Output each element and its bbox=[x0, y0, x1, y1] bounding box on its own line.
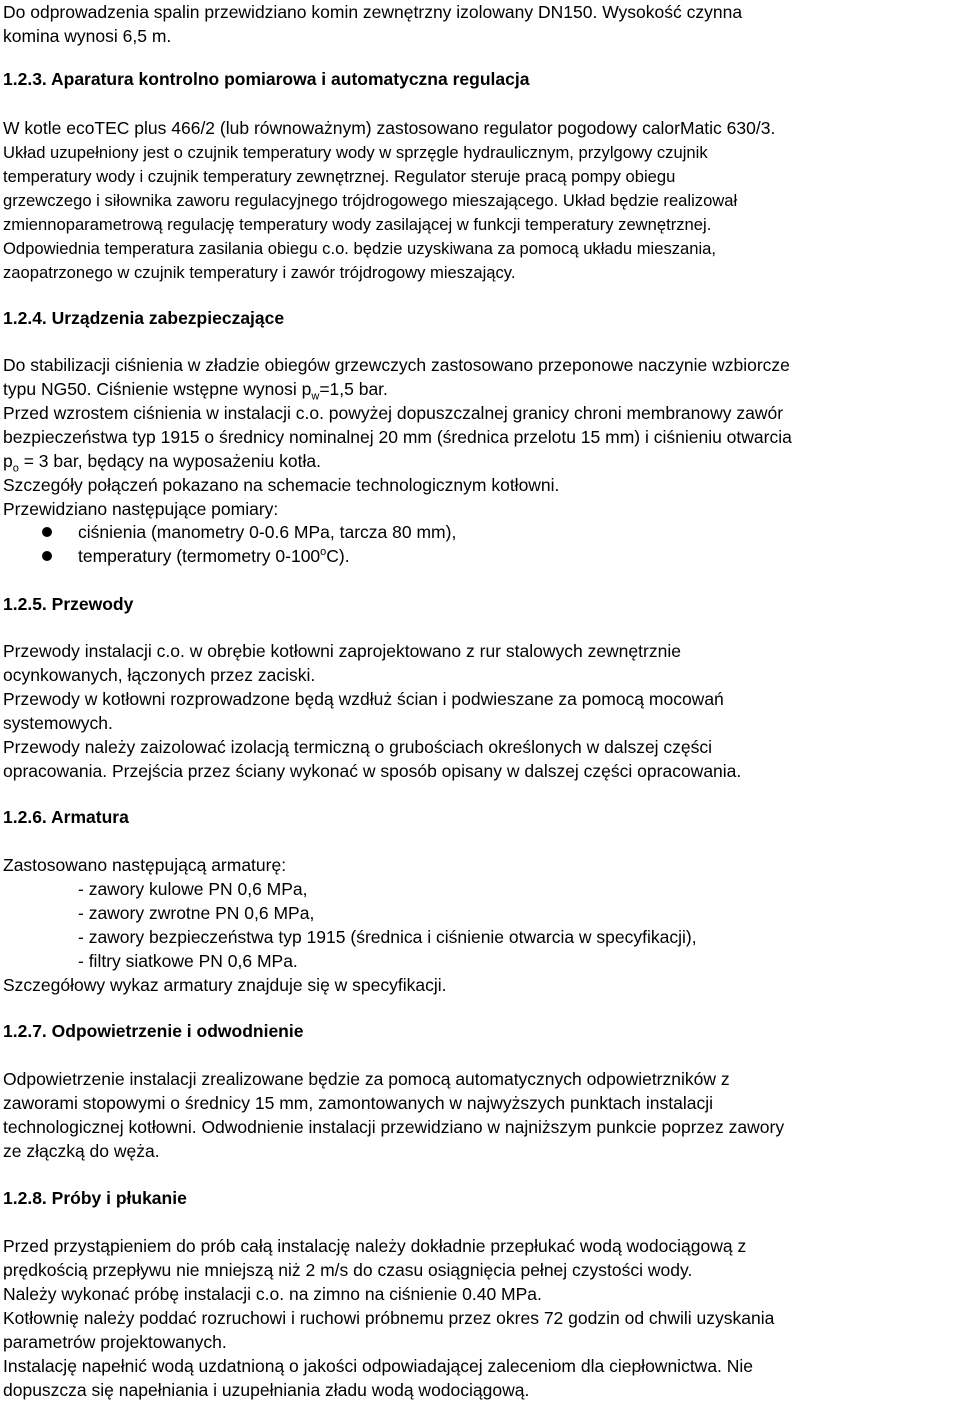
s124-line-2-tail: =1,5 bar. bbox=[319, 379, 388, 399]
s125-line-6: opracowania. Przejścia przez ściany wykonać w sposób opisany w dalszej części opracowania. bbox=[3, 761, 742, 781]
s128-line-4: Kotłownię należy poddać rozruchowi i ruchowi próbnemu przez okres 72 godzin od chwili uzyskania bbox=[3, 1308, 775, 1328]
bullet-dot-icon bbox=[42, 527, 52, 537]
s124-line-2 bbox=[3, 377, 388, 401]
s126-line-2: Szczegółowy wykaz armatury znajduje się w specyfikacji. bbox=[3, 975, 447, 995]
bullet-item-temperature bbox=[78, 544, 350, 568]
s124-line-7: Przewidziano następujące pomiary: bbox=[3, 499, 279, 519]
bullet-item-pressure: ciśnienia (manometry 0-0.6 MPa, tarcza 80 mm), bbox=[78, 522, 457, 542]
s128-line-7: dopuszcza się napełniania i uzupełniania zładu wodą wodociągową. bbox=[3, 1380, 530, 1400]
s124-line-2-text: typu NG50. Ciśnienie wstępne wynosi p bbox=[3, 379, 312, 399]
s126-line-1: Zastosowano następującą armaturę: bbox=[3, 855, 287, 875]
s123-line-3: temperatury wody i czujnik temperatury zewnętrznej. Regulator steruje pracą pompy obiegu bbox=[3, 167, 676, 186]
s127-line-4: ze złączką do węża. bbox=[3, 1141, 160, 1161]
fitting-item-safety-valves: - zawory bezpieczeństwa typ 1915 (średnica i ciśnienie otwarcia w specyfikacji), bbox=[78, 927, 697, 947]
s123-line-1: W kotle ecoTEC plus 466/2 (lub równoważnym) zastosowano regulator pogodowy calorMatic 630/3. bbox=[3, 118, 776, 138]
s128-line-5: parametrów projektowanych. bbox=[3, 1332, 227, 1352]
s123-line-7: zaopatrzonego w czujnik temperatury i zawór trójdrogowy mieszający. bbox=[3, 263, 516, 282]
s125-line-4: systemowych. bbox=[3, 713, 113, 733]
degree-superscript: o bbox=[320, 546, 327, 559]
fitting-item-check-valves: - zawory zwrotne PN 0,6 MPa, bbox=[78, 903, 315, 923]
s125-line-3: Przewody w kotłowni rozprowadzone będą wzdłuż ścian i podwieszane za pomocą mocowań bbox=[3, 689, 724, 709]
s124-line-1: Do stabilizacji ciśnienia w zładzie obiegów grzewczych zastosowano przeponowe naczynie wzbiorcze bbox=[3, 355, 790, 375]
bullet-item-temperature-text: temperatury (termometry 0-100 bbox=[78, 546, 321, 566]
s123-line-2: Układ uzupełniony jest o czujnik temperatury wody w sprzęgle hydraulicznym, przylgowy czujnik bbox=[3, 143, 708, 162]
s124-line-5-tail: = 3 bar, będący na wyposażeniu kotła. bbox=[18, 451, 321, 471]
section-heading-1-2-7: 1.2.7. Odpowietrzenie i odwodnienie bbox=[3, 1021, 304, 1041]
pressure-subscript-w: w bbox=[311, 390, 320, 403]
intro-line-1: Do odprowadzenia spalin przewidziano komin zewnętrzny izolowany DN150. Wysokość czynna bbox=[3, 2, 743, 22]
s125-line-1: Przewody instalacji c.o. w obrębie kotłowni zaprojektowano z rur stalowych zewnętrznie bbox=[3, 641, 681, 661]
intro-line-2: komina wynosi 6,5 m. bbox=[3, 26, 172, 46]
section-heading-1-2-4: 1.2.4. Urządzenia zabezpieczające bbox=[3, 308, 285, 328]
s125-line-2: ocynkowanych, łączonych przez zaciski. bbox=[3, 665, 316, 685]
s123-line-6: Odpowiednia temperatura zasilania obiegu c.o. będzie uzyskiwana za pomocą układu mieszania, bbox=[3, 239, 717, 258]
section-heading-1-2-8: 1.2.8. Próby i płukanie bbox=[3, 1188, 187, 1208]
s127-line-2: zaworami stopowymi o średnicy 15 mm, zamontowanych w najwyższych punktach instalacji bbox=[3, 1093, 713, 1113]
s124-line-3: Przed wzrostem ciśnienia w instalacji c.o. powyżej dopuszczalnej granicy chroni membranowy zawór bbox=[3, 403, 784, 423]
s128-line-3: Należy wykonać próbę instalacji c.o. na zimno na ciśnienie 0.40 MPa. bbox=[3, 1284, 542, 1304]
s125-line-5: Przewody należy zaizolować izolacją termiczną o grubościach określonych w dalszej części bbox=[3, 737, 713, 757]
s128-line-1: Przed przystąpieniem do prób całą instalację należy dokładnie przepłukać wodą wodociągową z bbox=[3, 1236, 747, 1256]
s128-line-2: prędkością przepływu nie mniejszą niż 2 m/s do czasu osiągnięcia pełnej czystości wody. bbox=[3, 1260, 693, 1280]
s128-line-6: Instalację napełnić wodą uzdatnioną o jakości odpowiadającej zaleceniom dla ciepłownictwa. Nie bbox=[3, 1356, 754, 1376]
s124-line-6: Szczegóły połączeń pokazano na schemacie technologicznym kotłowni. bbox=[3, 475, 560, 495]
section-heading-1-2-3: 1.2.3. Aparatura kontrolno pomiarowa i automatyczna regulacja bbox=[3, 69, 530, 89]
s123-line-5: zmiennoparametrową regulację temperatury wody zasilającej w funkcji temperatury zewnętrznej. bbox=[3, 215, 712, 234]
section-heading-1-2-6: 1.2.6. Armatura bbox=[3, 807, 129, 827]
s124-line-4: bezpieczeństwa typ 1915 o średnicy nominalnej 20 mm (średnica przelotu 15 mm) i ciśnieniu otwarcia bbox=[3, 427, 792, 447]
s124-line-5 bbox=[3, 449, 321, 473]
s127-line-1: Odpowietrzenie instalacji zrealizowane będzie za pomocą automatycznych odpowietrzników z bbox=[3, 1069, 730, 1089]
pressure-subscript-o: o bbox=[12, 462, 19, 475]
fitting-item-strainers: - filtry siatkowe PN 0,6 MPa. bbox=[78, 951, 298, 971]
s124-line-5-text: p bbox=[3, 451, 13, 471]
section-heading-1-2-5: 1.2.5. Przewody bbox=[3, 594, 134, 614]
s123-line-4: grzewczego i siłownika zaworu regulacyjnego trójdrogowego mieszającego. Układ będzie realizował bbox=[3, 191, 738, 210]
bullet-dot-icon bbox=[42, 551, 52, 561]
bullet-item-temperature-tail: C). bbox=[326, 546, 350, 566]
fitting-item-ball-valves: - zawory kulowe PN 0,6 MPa, bbox=[78, 879, 308, 899]
s127-line-3: technologicznej kotłowni. Odwodnienie instalacji przewidziano w najniższym punkcie poprzez zawory bbox=[3, 1117, 785, 1137]
